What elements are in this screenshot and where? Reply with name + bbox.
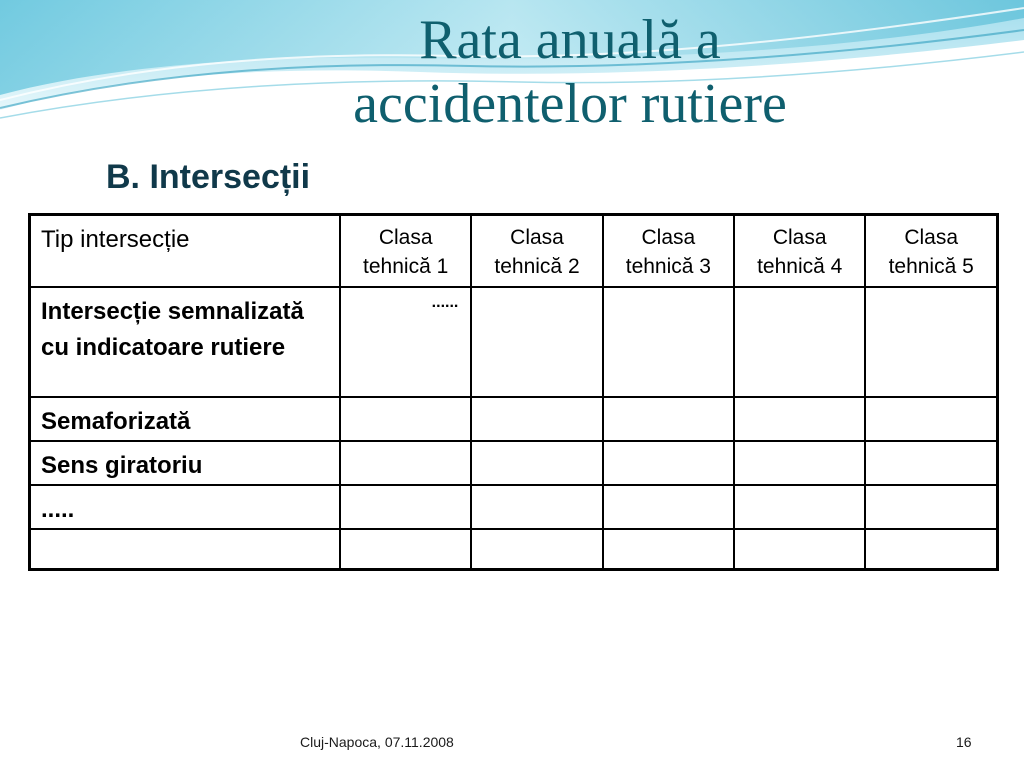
table-cell	[603, 485, 734, 529]
table-cell	[471, 397, 602, 441]
header-class-3	[603, 215, 734, 288]
header-class-2	[471, 215, 602, 288]
table-cell	[734, 529, 865, 569]
slide-title	[180, 8, 960, 136]
table-cell	[603, 287, 734, 397]
table-cell	[471, 287, 602, 397]
header-class-4-line2: tehnică 4	[757, 255, 843, 278]
table-cell	[340, 441, 471, 485]
slide-title-line1: Rata anuală a	[419, 9, 721, 71]
table-cell	[471, 441, 602, 485]
table-row	[30, 441, 998, 485]
table-cell	[340, 529, 471, 569]
table-cell	[865, 441, 997, 485]
table-cell	[603, 529, 734, 569]
table-row	[30, 485, 998, 529]
intersections-table	[28, 213, 999, 571]
table-cell	[471, 529, 602, 569]
table-cell	[471, 485, 602, 529]
footer-page-number: 16	[956, 734, 972, 750]
table-cell	[603, 397, 734, 441]
header-class-4	[734, 215, 865, 288]
footer-place-date: Cluj-Napoca, 07.11.2008	[300, 734, 454, 750]
table-row	[30, 529, 998, 569]
table-cell	[734, 397, 865, 441]
table-cell	[865, 529, 997, 569]
row-label-empty	[30, 529, 341, 569]
section-subtitle: B. Intersecții	[106, 158, 311, 196]
header-class-5-line1: Clasa	[904, 226, 959, 249]
table-cell	[734, 485, 865, 529]
header-class-2-line1: Clasa	[510, 226, 564, 249]
header-class-1	[340, 215, 471, 288]
header-class-5-line2: tehnică 5	[888, 255, 974, 278]
row-label-signed-intersection: Intersecție semnalizată cu indicatoare rutiere	[30, 287, 341, 397]
row-label-traffic-lights: Semaforizată	[30, 397, 341, 441]
table-cell: ......	[340, 287, 471, 397]
table-cell	[734, 441, 865, 485]
table-row	[30, 287, 998, 397]
table-cell	[603, 441, 734, 485]
row-label-roundabout: Sens giratoriu	[30, 441, 341, 485]
header-class-3-line1: Clasa	[641, 226, 696, 249]
header-class-4-line1: Clasa	[772, 226, 827, 249]
header-class-1-line1: Clasa	[378, 226, 433, 249]
table-cell	[865, 287, 997, 397]
row-label-ellipsis: .....	[30, 485, 341, 529]
header-intersection-type: Tip intersecție	[30, 215, 341, 288]
header-class-1-line2: tehnică 1	[363, 255, 449, 278]
slide-title-line2: accidentelor rutiere	[353, 73, 787, 135]
table-cell	[340, 485, 471, 529]
table-row	[30, 397, 998, 441]
header-class-3-line2: tehnică 3	[625, 255, 711, 278]
table-header-row	[30, 215, 998, 288]
header-class-5	[865, 215, 997, 288]
header-class-2-line2: tehnică 2	[494, 255, 580, 278]
table-cell	[865, 485, 997, 529]
table-cell	[734, 287, 865, 397]
table-cell	[865, 397, 997, 441]
table-cell	[340, 397, 471, 441]
